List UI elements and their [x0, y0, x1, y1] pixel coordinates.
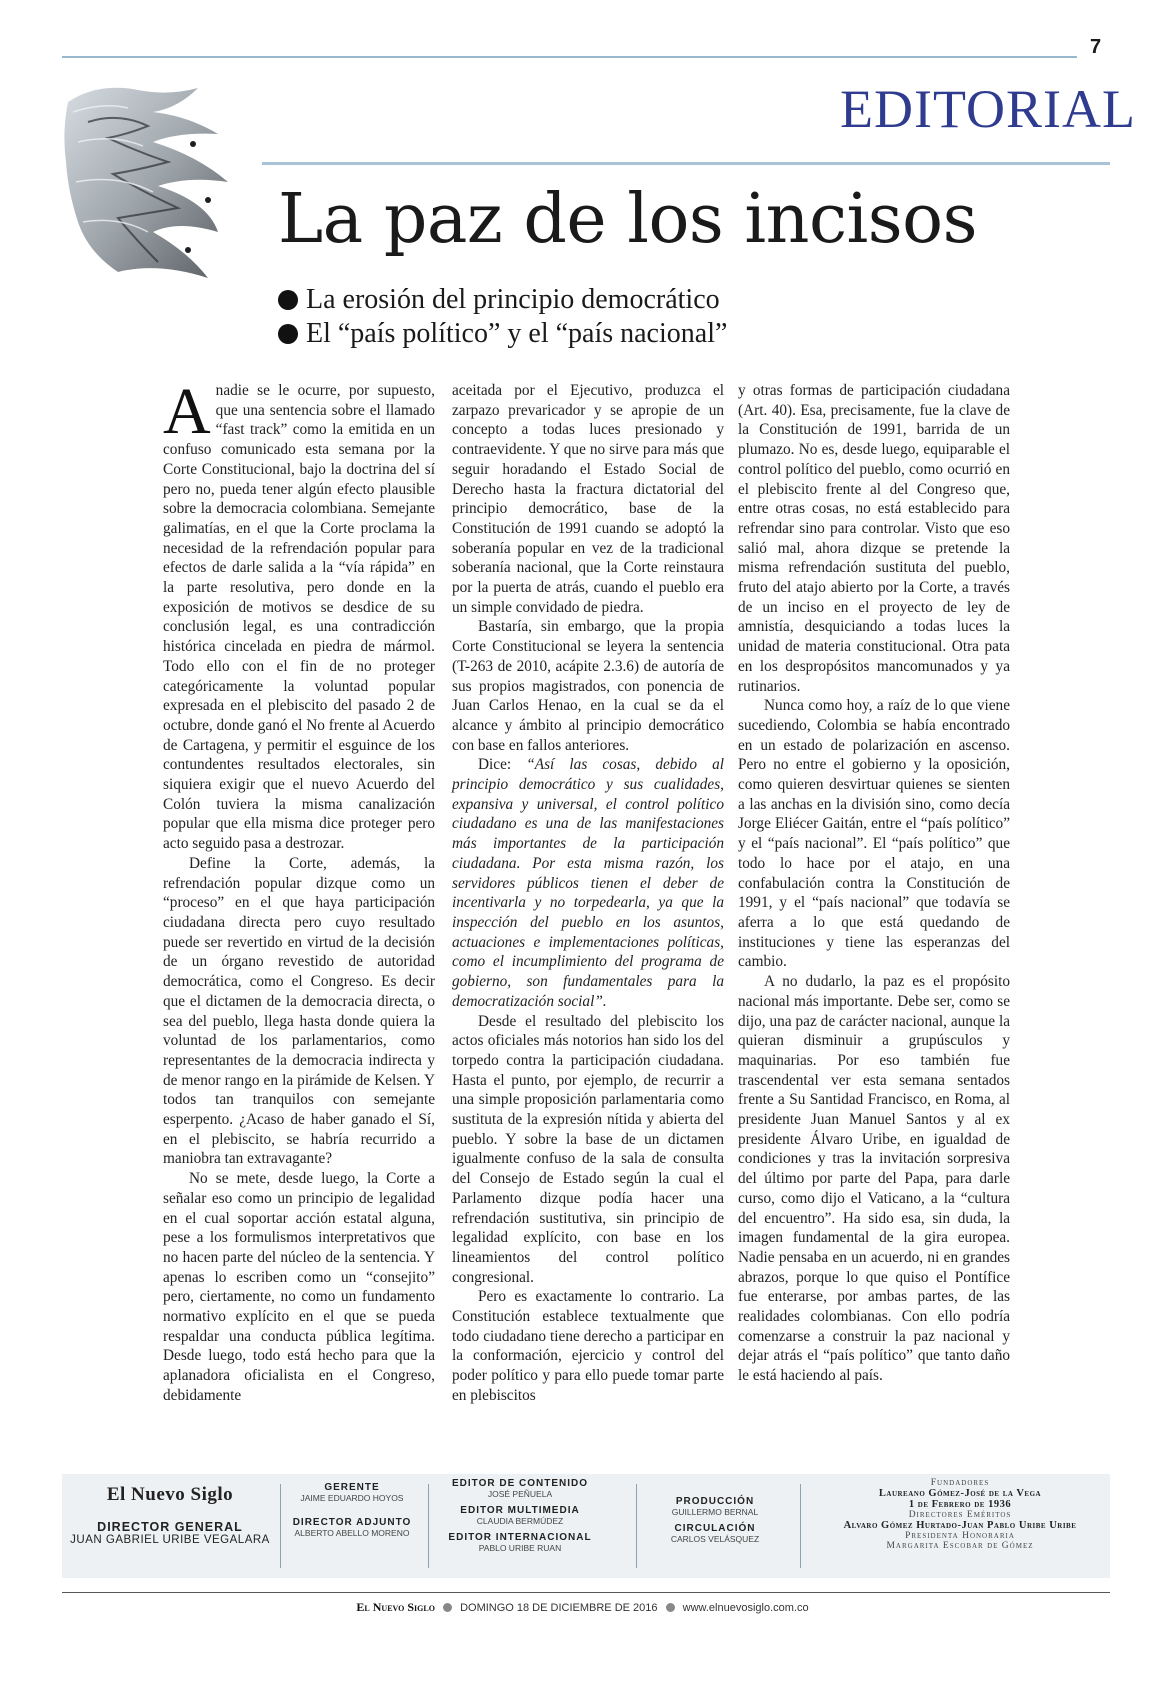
quoted-paragraph [452, 755, 724, 1011]
article-column-3 [738, 381, 1010, 1386]
newspaper-logo: El Nuevo Siglo [106, 1484, 234, 1505]
masthead-divider [800, 1484, 801, 1568]
paragraph: Pero es exactamente lo contrario. La Constitución establece textualmente que todo ciudadano tiene derecho a participar en la conformación, ejercicio y control del poder político y para ello puede tomar parte en plebiscitos [452, 1288, 724, 1404]
paragraph-text: nadie se le ocurre, por supuesto, que una sentencia sobre el llamado “fast track” como la emitida en un confuso comunicado esta semana por la Corte Constitucional, bajo la doctrina del sí pero no, pueda tener algún efecto plausible sobre la democracia colombiana. Semejante galimatías, en el que la Corte proclama la necesidad de la refrendación popular para efectos de darle salida a la “vía rápida” en la parte resolutiva, pero donde en la exposición de motivos se desdice de su conclusión legal, es una contradicción histórica cincelada en piedra de mármol. Todo ello con el fin de no proteger categóricamente la voluntad popular expresada en el plebiscito del pasado 2 de octubre, donde ganó el No frente al Acuerdo de Cartagena, y permitir el esguince de los contundentes resultados electorales, sin siquiera exigir que el nuevo Acuerdo del Colón tuviera la misma canalización popular que ella misma dice proteger pero acto seguido pasa a destrozar. [163, 382, 435, 853]
gerente-label: GERENTE [324, 1482, 380, 1493]
bullet-dot-icon [278, 290, 298, 310]
multimedia-name: CLAUDIA BERMÚDEZ [476, 1516, 564, 1526]
fundacion-fecha: 1 de Febrero de 1936 [908, 1499, 1012, 1510]
page-footer [0, 1600, 1165, 1615]
subtitle-bullet-1 [278, 284, 720, 316]
paragraph [163, 375, 435, 854]
produccion-label: PRODUCCIÓN [675, 1496, 755, 1507]
director-label: DIRECTOR GENERAL [97, 1520, 243, 1534]
masthead-editores [430, 1478, 610, 1559]
emeritos-label: Directores Eméritos [908, 1510, 1012, 1520]
footer-dot-icon [666, 1603, 675, 1612]
paragraph: Desde el resultado del plebiscito los actos oficiales más notorios han sido los del torpedo contra la participación ciudadana. Hasta el punto, por ejemplo, de recurrir a una simple proposición parlamentaria como sustituta de la expresión nítida y abierta del pueblo. Y sobre la base de un dictamen igualmente confuso de la sala de consulta del Consejo de Estado según la cual el Parlamento dizque podía hacer una refrendación sustitutiva, sin principio de legalidad explícito, con base en los lineamientos del control político congresional. [452, 1012, 724, 1286]
paragraph: aceitada por el Ejecutivo, produzca el zarpazo prevaricador y se apropie de un concepto a todas luces presionado y contraevidente. Y que no sirve para más que seguir horadando el Estado Social de Derecho hasta la fractura dictatorial del principio democrático, base de la Constitución de 1991 cuando se adoptó la soberanía popular en vez de la tradicional soberanía nacional, que la Corte reinstaura por la puerta de atrás, cuando el pueblo era un simple convidado de piedra. [452, 382, 724, 616]
article-column-1 [163, 375, 435, 1406]
section-title: EDITORIAL [840, 79, 1136, 139]
quote-text: “Así las cosas, debido al principio democrático y sus cualidades, expansiva y universal, el control político ciudadano es una de las manifestaciones más importantes de la participación ciudadana. Por esta misma razón, los servidores públicos tienen el deber de incentivarla y no torpedearla, ya que la inspección del pueblo en los asuntos, actuaciones e implementaciones políticas, como el incumplimiento del programa de gobierno, son fundamentales para la democratización social”. [452, 756, 724, 1010]
paragraph: A no dudarlo, la paz es el propósito nacional más importante. Debe ser, como se dijo, una paz de carácter nacional, aunque la quieran disminuir a grupúsculos y maquinarias. Por eso también fue trascendental ver esta semana sentados frente a Su Santidad Francisco, en Roma, al presidente Juan Manuel Santos y al ex presidente Álvaro Uribe, en igualdad de condiciones y tras la invitación sorpresiva del último por parte del Papa, para darle curso, como dijo el Vaticano, a la “cultura del encuentro”. Ha sido esa, sin duda, la imagen fundamental de la gira europea. Nadie pensaba en un acuerdo, ni en grandes abrazos, porque lo que quiso el Pontífice fue enterarse, por ambas partes, de las realidades colombianas. Con ello podría comenzarse a construir la paz nacional y dejar atrás el “país político” que tanto daño le está haciendo al país. [738, 973, 1010, 1385]
footer-dot-icon [443, 1603, 452, 1612]
article-column-2 [452, 381, 724, 1406]
masthead-divider [636, 1484, 637, 1568]
gerente-name: JAIME EDUARDO HOYOS [300, 1493, 404, 1503]
masthead-gerencia [282, 1482, 422, 1544]
emeritos-names: Alvaro Gómez Hurtado-Juan Pablo Uribe Uribe [843, 1520, 1077, 1531]
subtitle-text: La erosión del principio democrático [306, 284, 720, 315]
horses-illustration [58, 82, 248, 282]
quote-prefix: Dice: [478, 756, 527, 774]
bullet-dot-icon [278, 324, 298, 344]
masthead-produccion [640, 1496, 790, 1550]
internacional-name: PABLO URIBE RUAN [478, 1543, 562, 1553]
internacional-label: EDITOR INTERNACIONAL [448, 1532, 592, 1543]
subtitle-text: El “país político” y el “país nacional” [306, 318, 728, 349]
subtitle-bullet-2 [278, 318, 727, 350]
contenido-label: EDITOR DE CONTENIDO [451, 1478, 589, 1489]
fundadores-names: Laureano Gómez-José de la Vega [878, 1488, 1042, 1499]
masthead-fundadores [810, 1478, 1110, 1551]
bottom-rule [62, 1592, 1110, 1593]
circulacion-name: CARLOS VELÁSQUEZ [670, 1534, 760, 1544]
masthead-divider [428, 1484, 429, 1568]
produccion-name: GUILLERMO BERNAL [671, 1507, 759, 1517]
circulacion-label: CIRCULACIÓN [674, 1523, 756, 1534]
multimedia-label: EDITOR MULTIMEDIA [460, 1505, 580, 1516]
adjunto-label: DIRECTOR ADJUNTO [292, 1517, 412, 1528]
paragraph: No se mete, desde luego, la Corte a señalar eso como un principio de legalidad en el cual soportar acción estatal alguna, pese a los formulismos interpretativos que no hacen parte del núcleo de la sentencia. Y apenas lo escriben como un “consejito” pero, ciertamente, no como un fundamento normativo explícito en el que se pueda respaldar una conducta pública legítima. Desde luego, todo está hecho para que la aplanadora oficialista en el Congreso, debidamente [163, 1170, 435, 1404]
footer-url[interactable]: www.elnuevosiglo.com.co [682, 1602, 809, 1614]
masthead-divider [280, 1484, 281, 1568]
contenido-name: JOSÉ PEÑUELA [487, 1489, 553, 1499]
presidenta-label: Presidenta Honoraria [905, 1531, 1015, 1541]
paragraph: Bastaría, sin embargo, que la propia Corte Constitucional se leyera la sentencia (T-263 de 2010, acápite 2.3.6) de autoría de sus propios magistrados, con ponencia de Juan Carlos Henao, en la cual se da el alcance y ámbito al principio democrático con base en fallos anteriores. [452, 618, 724, 754]
adjunto-name: ALBERTO ABELLO MORENO [294, 1528, 410, 1538]
masthead-director [70, 1484, 270, 1546]
fundadores-label: Fundadores [930, 1478, 990, 1488]
footer-paper: El Nuevo Siglo [356, 1600, 435, 1614]
page-number: 7 [1090, 36, 1102, 58]
presidenta-name: Margarita Escobar de Gómez [886, 1541, 1034, 1551]
dropcap: A [163, 375, 211, 448]
paragraph: y otras formas de participación ciudadana (Art. 40). Esa, precisamente, fue la clave de la Constitución de 1991, barrida de un plumazo. No es, desde luego, equiparable el control político del pueblo, como ocurrió en el plebiscito frente al del Congreso que, entre otras cosas, no está establecido para refrendar sino para controlar. Visto que eso salió mal, ahora dizque se pretende la misma refrendación sustituta del pueblo, fruto del atajo abierto por la Corte, a través de un inciso en el proyecto de ley de amnistía, desquiciando a todas luces la unidad de materia constitucional. Otra pata en los despropósitos mancomunados y ya rutinarios. [738, 382, 1010, 695]
footer-date: DOMINGO 18 DE DICIEMBRE DE 2016 [460, 1602, 658, 1614]
article-headline: La paz de los incisos [278, 180, 978, 259]
director-name: JUAN GABRIEL URIBE VEGALARA [70, 1534, 270, 1546]
top-rule [62, 56, 1077, 58]
paragraph: Define la Corte, además, la refrendación popular dizque como un “proceso” en el que haya participación ciudadana directa pero cuyo resultado puede ser revertido en virtud de la decisión de un órgano revestido de autoridad democrática, como el Congreso. Es decir que el dictamen de la democracia directa, o sea del pueblo, llega hasta donde quiera la voluntad de los parlamentarios, como representantes de la democracia indirecta y de menor rango en la pirámide de Kelsen. Y todos tan tranquilos con semejante esperpento. ¿Acaso de haber ganado el Sí, en el plebiscito, se habría recurrido a maniobra tan extravagante? [163, 854, 435, 1168]
paragraph: Nunca como hoy, a raíz de lo que viene sucediendo, Colombia se había encontrado en un estado de polarización en ascenso. Pero no entre el gobierno y la oposición, como quieren desvirtuar quienes se sienten a las anchas en la división sino, como decía Jorge Eliécer Gaitán, entre el “país político” y el “país nacional”. El “país político” que todo lo hace por el atajo, en una confabulación contra la Constitución de 1991, y el “país nacional” que todavía se aferra a lo que está quedando de instituciones y tiene las esperanzas del cambio. [738, 697, 1010, 971]
section-rule [262, 162, 1110, 165]
